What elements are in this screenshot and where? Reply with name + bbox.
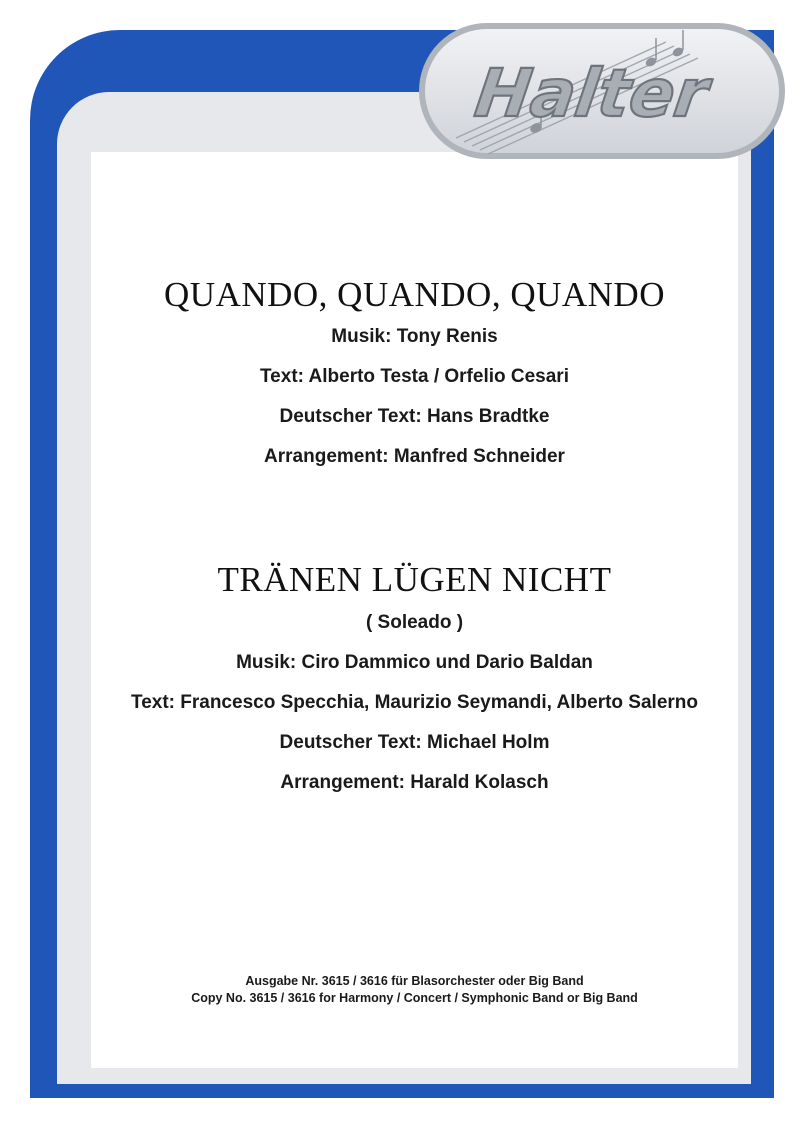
song1-arrangement-credit: Arrangement: Manfred Schneider [264, 446, 565, 467]
song2-subtitle: ( Soleado ) [365, 612, 464, 633]
footer-edition-german: Ausgabe Nr. 3615 / 3616 für Blasorchester oder Big Band [245, 974, 584, 988]
halter-logo-graphic [416, 20, 788, 162]
halter-logo [416, 20, 788, 162]
song1-lyrics-credit: Text: Alberto Testa / Orfelio Cesari [259, 366, 569, 387]
song2-music-credit: Musik: Ciro Dammico und Dario Baldan [236, 652, 593, 673]
footer-edition-english: Copy No. 3615 / 3616 for Harmony / Concert / Symphonic Band or Big Band [191, 991, 638, 1005]
song1-title: QUANDO, QUANDO, QUANDO [164, 275, 665, 314]
song2-german-lyrics-credit: Deutscher Text: Michael Holm [279, 732, 550, 753]
cover-content [91, 152, 738, 1068]
song2-arrangement-credit: Arrangement: Harald Kolasch [280, 772, 549, 793]
halter-logo-text: Halter [470, 54, 713, 132]
song1-german-lyrics-credit: Deutscher Text: Hans Bradtke [279, 406, 550, 427]
song1-music-credit: Musik: Tony Renis [331, 326, 498, 347]
song2-title: TRÄNEN LÜGEN NICHT [217, 560, 612, 599]
song2-lyrics-credit: Text: Francesco Specchia, Maurizio Seymandi, Alberto Salerno [131, 692, 698, 713]
